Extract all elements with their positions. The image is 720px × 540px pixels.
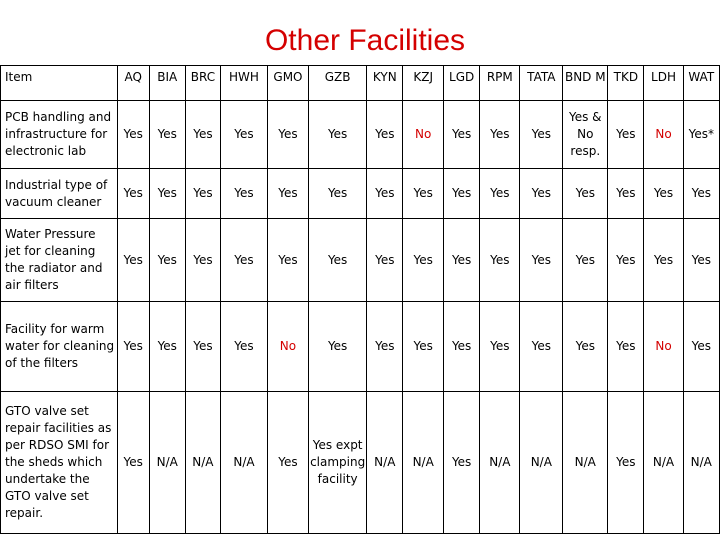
cell-aq: Yes [117,219,149,302]
cell-kzj: N/A [403,392,444,534]
cell-bnd-m: Yes & No resp. [563,101,608,169]
cell-gmo: Yes [267,392,308,534]
cell-tata: Yes [520,169,563,219]
row-item-label: Industrial type of vacuum cleaner [1,169,118,219]
cell-gmo: Yes [267,101,308,169]
column-header-item: Item [1,66,118,101]
table-row [1,101,720,169]
cell-ldh: No [644,101,683,169]
cell-rpm: Yes [480,101,520,169]
column-header-lgd: LGD [443,66,479,101]
cell-wat: Yes* [683,101,719,169]
column-header-bia: BIA [149,66,185,101]
cell-aq: Yes [117,169,149,219]
cell-hwh: Yes [221,302,268,392]
cell-tata: Yes [520,302,563,392]
cell-lgd: Yes [443,392,479,534]
cell-wat: Yes [683,302,719,392]
table-row [1,169,720,219]
cell-kyn: Yes [367,219,403,302]
row-item-label: Facility for warm water for cleaning of the filters [1,302,118,392]
cell-rpm: Yes [480,302,520,392]
cell-hwh: Yes [221,101,268,169]
cell-kyn: Yes [367,169,403,219]
cell-lgd: Yes [443,169,479,219]
cell-kzj: Yes [403,169,444,219]
cell-hwh: Yes [221,169,268,219]
cell-tata: Yes [520,219,563,302]
column-header-aq: AQ [117,66,149,101]
cell-bnd-m: Yes [563,302,608,392]
column-header-rpm: RPM [480,66,520,101]
cell-gmo: Yes [267,219,308,302]
cell-rpm: Yes [480,219,520,302]
cell-rpm: Yes [480,169,520,219]
table-row [1,302,720,392]
cell-tkd: Yes [608,101,644,169]
cell-brc: Yes [185,101,220,169]
column-header-kzj: KZJ [403,66,444,101]
row-item-label: PCB handling and infrastructure for electronic lab [1,101,118,169]
cell-gzb: Yes [309,169,367,219]
column-header-bnd-m: BND M [563,66,608,101]
cell-gzb: Yes expt clamping facility [309,392,367,534]
cell-ldh: No [644,302,683,392]
cell-kzj: Yes [403,219,444,302]
page-title: Other Facilities [264,24,466,57]
cell-kzj: Yes [403,302,444,392]
cell-lgd: Yes [443,302,479,392]
cell-ldh: N/A [644,392,683,534]
cell-rpm: N/A [480,392,520,534]
cell-gmo: Yes [267,169,308,219]
cell-tata: Yes [520,101,563,169]
cell-lgd: Yes [443,219,479,302]
column-header-wat: WAT [683,66,719,101]
cell-brc: Yes [185,169,220,219]
column-header-hwh: HWH [221,66,268,101]
cell-brc: Yes [185,219,220,302]
cell-tkd: Yes [608,169,644,219]
column-header-ldh: LDH [644,66,683,101]
cell-gzb: Yes [309,219,367,302]
cell-gzb: Yes [309,302,367,392]
cell-kzj: No [403,101,444,169]
cell-gzb: Yes [309,101,367,169]
cell-bnd-m: Yes [563,169,608,219]
column-header-gzb: GZB [309,66,367,101]
column-header-tata: TATA [520,66,563,101]
table-row [1,219,720,302]
cell-ldh: Yes [644,169,683,219]
cell-bnd-m: Yes [563,219,608,302]
cell-brc: Yes [185,302,220,392]
column-header-gmo: GMO [267,66,308,101]
cell-tkd: Yes [608,302,644,392]
cell-ldh: Yes [644,219,683,302]
cell-wat: Yes [683,169,719,219]
row-item-label: GTO valve set repair facilities as per RDSO SMI for the sheds which undertake the GTO valve set repair. [1,392,118,534]
cell-bia: Yes [149,302,185,392]
cell-wat: Yes [683,219,719,302]
cell-wat: N/A [683,392,719,534]
cell-brc: N/A [185,392,220,534]
table-row [1,392,720,534]
cell-tkd: Yes [608,392,644,534]
column-header-tkd: TKD [608,66,644,101]
cell-bia: Yes [149,219,185,302]
cell-lgd: Yes [443,101,479,169]
cell-aq: Yes [117,302,149,392]
cell-tkd: Yes [608,219,644,302]
cell-kyn: Yes [367,302,403,392]
cell-aq: Yes [117,392,149,534]
row-item-label: Water Pressure jet for cleaning the radiator and air filters [1,219,118,302]
column-header-kyn: KYN [367,66,403,101]
cell-tata: N/A [520,392,563,534]
cell-aq: Yes [117,101,149,169]
cell-hwh: N/A [221,392,268,534]
table-header-row [1,66,720,101]
facilities-table [0,65,720,534]
cell-hwh: Yes [221,219,268,302]
cell-kyn: Yes [367,101,403,169]
cell-gmo: No [267,302,308,392]
cell-bnd-m: N/A [563,392,608,534]
cell-bia: Yes [149,101,185,169]
cell-bia: N/A [149,392,185,534]
cell-bia: Yes [149,169,185,219]
cell-kyn: N/A [367,392,403,534]
column-header-brc: BRC [185,66,220,101]
